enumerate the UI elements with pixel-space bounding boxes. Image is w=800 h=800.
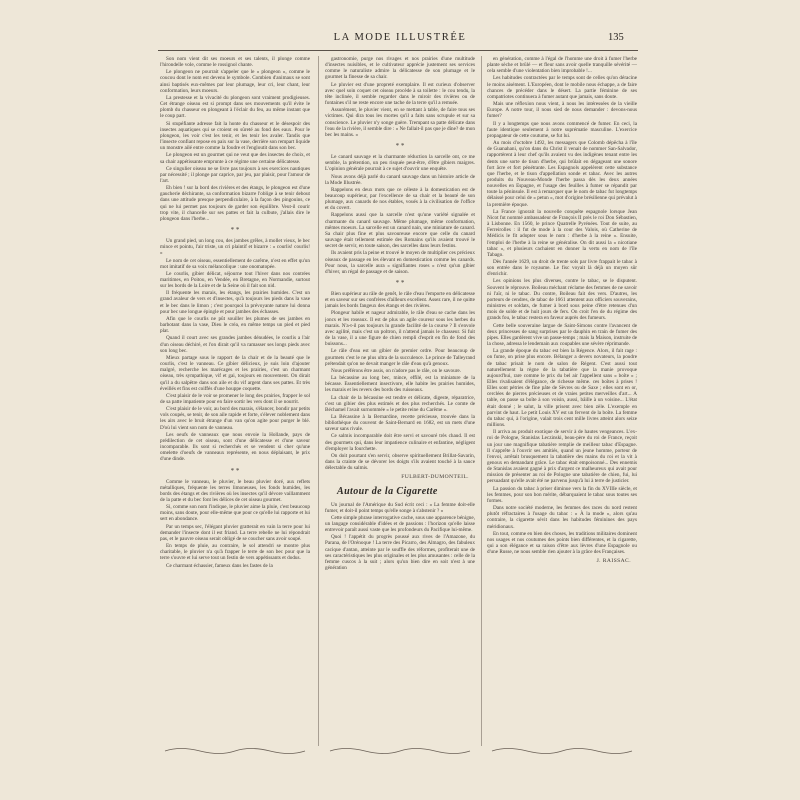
column-divider: [318, 56, 319, 746]
column-right: [487, 56, 637, 746]
section-separator: * *: [395, 279, 405, 287]
paragraph: On doit pourtant s'en servir, observe spirituellement Brillat-Savarin, dans la crainte de se dévorer les doigts s'ils avaient touché à la sauce délectable du salmis.: [325, 452, 475, 472]
paragraph: La chair de la bécassine est tendre et délicate, digeste, réparatrice, c'est un gibier des plus estimés et des plus recherchés. Le comte de Béchamel l'avait surnommée « le petite reine du Carême ».: [325, 394, 475, 413]
page-header: [0, 32, 800, 46]
paragraph: Le plongeon ne pourrait s'appeler que le « plongeon », comme le coucou dont le nom est devenu le symbole. Combien d'animaux se sont ainsi baptisés eux-mêmes par leur plumage, leur cri, leur chant, leur conformation, leurs moeurs.: [160, 69, 310, 94]
paragraph: Au mois d'octobre 1492, les messagers que Colomb dépêcha à l'île de Guanahani, qu'on dans du Christ il venait de nommer San-Salvador, rapportèrent à leur chef qu'ils avaient vu des indigènes tenant entre les dents une sorte de tison d'herbe, qui brûlait en dégageant une sonore fort âcre et fort pénétrante. Les Espagnols appelèrent cette substance que l'herbe, et le tison d'appellation sonde et tabac. Avec les autres produits du Nouveau-Monde l'herbe passa dès les deux années nouvelles en Espagne, et l'usage des feuilles à fumer se répandit par toute la péninsule. Il est à remarquer que le nom de tabac fut longtemps délaissé pour celui de « petun », mot d'origine brésilienne qui prévalut à la première époque.: [487, 140, 637, 208]
paragraph: La passion du tabac à priser diminue vers la fin du XVIIIe siècle, et les femmes, pour son bon mérite, débarquaient le tabac sous toutes ses formes.: [487, 485, 637, 504]
paragraph: En tout, comme en bien des choses, les traditions militaires dominent nos usages et nos coutumes des points bien différentes, et la cigarette, qui a son élégance et sa raison d'être aux lèvres d'une Espagnole ou d'une Russe, ne nous semble rien ajouter à la grâce des Françaises.: [487, 530, 637, 556]
header-rule: [158, 50, 638, 51]
paragraph: Les oeufs de vanneaux que nous envoie la Hollande, pays de prédilection de cet oiseau, sont d'une délicatesse et d'une saveur incomparable. Ils sont si recherchés et se vendent si cher qu'une omelette d'oeufs de vanneaux représente, en nous déplaisant, le prix d'une dinde.: [160, 431, 310, 463]
paragraph: Quoi ! l'appétit du progrès poussé aux rives de l'Amazone, du Parana, de l'Orénoque ! La terre des Picarro, des Almagro, des fabuleux cacique d'antan, atteinte par le souffle des réformes, profiterait une de ses caractéristiques les plus originales et les plus amusantes : celle de la femme cuscos à la suit ; alors qu'un bien dire en soit n'est à une génération: [325, 534, 475, 572]
paragraph: Rappelons en deux mots que ce céleste à la domestication est de beaucoup supérieur, par l'excellence de sa chair et la beauté de son plumage, aux canards de nos étables, voués à la civilisation de l'office et du covert.: [325, 186, 475, 212]
paragraph: Ce salmis incomparable doit être servi et savouré très chaud. Il est des gourmets qui, dans leur impatience culinaire et enfantine, négligent d'employer la fourchette.: [325, 433, 475, 452]
tailpiece-ornament: [487, 746, 637, 756]
paragraph: Il y a longtemps que nous avons commencé de fumer. En ceci, la faute identique seulement à notre suprématie masculine. L'exercice propagateur de cette coutume, se fut lui.: [487, 120, 637, 139]
page-number: 135: [608, 32, 624, 43]
paragraph: La prestesse et la vivacité du plongeon sont vraiment prodigieuses. Cet étrange oiseau est si prompt dans ses mouvements qu'il évite le plomb du chasseur en plongeant à l'éclair du feu, au même instant que le coup part.: [160, 94, 310, 120]
tailpiece-ornament: [160, 746, 310, 756]
paragraph: Dès l'année 1629, un droit de trente sols par livre frappait le tabac à son entrée dans le royaume. Le fisc voyait là déjà un moyen sûr d'enrichir.: [487, 259, 637, 278]
paragraph: C'est plaisir de le voir se promener le long des prairies, frapper le sol de sa patte impatiente pour en faire sortir les vers dont il se nourrit.: [160, 392, 310, 405]
paragraph: Rappelons aussi que la sarcelle n'est qu'une variété signalée et charmante du canard sauvage. Même plumage, même conformation, mêmes moeurs. La sarcelle est un canard nain, une miniature de canard. Sa chair plus fine et plus savoureuse encore que celle du canard sauvage était tellement estimée des Romains qu'ils avaient trouvé le secret de servir, en toute saison, des sarcelles dans leurs festins.: [325, 212, 475, 250]
column-left: [160, 56, 310, 746]
paragraph: Les opinions les plus diverses, contre le tabac, se le disputent. Souvent le réprouve. Boileau méchant réclame des femmes de ne savoir ni l'aïr, ni le tabac. Du contre, Boileau fait des vers. D'autres, les porteurs de cendres, de tabac de 1661 attentent aux officiers souverains, ministres et soldats, de fumer à bord sous peine d'être retenues d'un mois de solde et de huit jours de fers. On croit l'en de du régime des grands fou, le tabac restera en faveur auprès des fumeurs.: [487, 278, 637, 322]
paragraph: Nous préférons être assis, on n'adore pas le râle, on le savoure.: [331, 367, 462, 374]
paragraph: Les habitudes contractées par le temps sont de celles qu'on déracine le moins aisément. L'Européen, dont le mobile nous échappe, a de faire chances de précéder dans le désert. La partie féminine de ses compatriotes continuera à fumer autant que jamais, sans doute.: [487, 75, 637, 100]
paragraph: Par un temps sec, l'élégant pluvier gratterait en vain la terre pour lui demander l'insecte dont il est friand. La terre rebelle ne lui répondrait pas, et le pauvre oiseau serait obligé de se coucher sans avoir soupé.: [160, 523, 310, 542]
paragraph: Bien supérieur au râle de genêt, le râle d'eau l'emporte en délicatesse et en saveur sur ses confrères d'ailleurs excellent. Assez rare, il ne quitte jamais les bords fangeux des étangs et des rivières.: [325, 291, 475, 310]
paragraph: Assurément, le pluvier vient, en se mettant à table, de faire tous ses victimes. Qui dira tous les mortes qu'il a faits sans scrupule et sur sa conscience. Le pluvier n'y songe guère. Trempant sa patte délicate dans l'eau de la rivière, il semble dire : « Ne fallait-il pas que je dîne? de mon bec les mains. »: [325, 107, 475, 138]
section-separator: * *: [230, 226, 240, 235]
paragraph: La grande époque du tabac est bien la Régence. Alors, il fait rage : on fume, on prise plus encore. Bélanger a devers novateurs, la poudre de tabac prisait le nom de salon de Régent. C'est aussi tout naturellement la règne de la tabatière que la manie provoque aujourd'hui, rare comme le prix du bel air l'appellent sans « boîte » ; Elles rivalisaient d'élégance, de richesse même. ces boîtes à prises ! Elles sont pétries de fine pâte de Sèvres ou de Saxe ; elles sont en or, cerclées de pierres précieuses et de vraies petites merveilles d'art... A table, on passe sa boîte à son voisin, aussi, bâille à un voisine... L'état était donné ; le salut, la ville prisent avec bien zèle. L'exemple en parvint de haut. Le petit Louis XV est un fervent de la boîte. La femme du tabac qui, à l'origine, valait trois cent mille livres atteint alors seize millions.: [487, 348, 637, 429]
paragraph: gastronomie, purge nos rivages et nos prairies d'une multitude d'insectes nuisibles, et le cultivateur apprécie justement ses services comme le naturaliste admire la délicatesse de son plumage et le gourmet la finesse de sa chair.: [325, 56, 475, 81]
paragraph: Ce charmant échassier, fameux dans les fastes de la: [166, 562, 273, 569]
author-signature: FULBERT-DUMONTEIL.: [401, 474, 469, 481]
paragraph: La France ignorait la nouvelle conquête espagnole lorsque Jean Nicot fut nommé ambassadeur de François II près le roi Don Sébastien, à Lisbonne. En 1560, le prince Quatrelle Pyrénées. Tout de suite, au Ferreirolles : il fut de mode à la cour des Valois, où Catherine de Médicis le fit adopter sous le nom : d'herbe à la reine ». Ensuite, l'emploi de l'herbe à la reine se généralise. On dit aussi la « nicotiane tabac », et plusieurs cachaient en donner la vertu en nom de l'île Tabago.: [487, 208, 637, 258]
column-divider: [481, 56, 482, 746]
section-separator: * *: [230, 466, 240, 475]
paragraph: Mieux partage sous le rapport de la chair et de la beauté que le courlis, c'est le vanneau. Ce gibier délicieux, je suis loin d'ajouter malgré, recherche les marécages et les prairies, c'est un charmant oiseau, très sympathique, vif et gai, toujours en mouvement. On dirait qu'il a du salpêtre dans son aile et du vif argent dans ses pattes. Et très éveillés et fins est coiffés d'une houppe coquette.: [160, 354, 310, 392]
paragraph: C'est plaisir de le voir, au bord des marais, s'élancer, bondir par petits vols coupés, se tenir, de son aile rapide et forte, s'élever noblement dans les airs avec le bruit étrange d'un van qu'on agite pour purger le blé. D'où lui vient son nom de vanneau.: [160, 406, 310, 431]
paragraph: Plongeur habile et nageur admirable, le râle d'eau se cache dans les joncs et les roseaux. Il est de plus un agile coureur sous les herbes du marais. N'a-t-il pas toujours lu grande facilité de la course ? Il s'envole avec agilité, mais c'est un poltron, il n'attend jamais le chasseur. Si fuit de la vase, il a une figure de chien rempli d'esprit en fin de fond des buissons...: [325, 310, 475, 348]
paragraph: Afin que le courlis ne pût souiller les plumes de ses jambes en barbotant dans la vase, Dieu le créa, en même temps un pied et pied plat.: [160, 315, 310, 335]
author-signature: J. RAISSAC.: [596, 558, 631, 565]
paragraph: Cette belle souveraine largue de Saint-Simons contre l'avancent de deux princesses de sang surprises par le dauphin en train de fumer des pipes. Elles gardèrent vive un passe-temps ; mais la Maison, instruite de la chose, adressa le lendemain aux coupables une sévère réprimande.: [487, 322, 637, 348]
tailpiece-ornament: [325, 746, 475, 756]
paragraph: Dans notre société moderne, les femmes des races du nord restent plutôt réfractaires à l'usage du tabac : « À la mode », alors qu'au contraire, la cigarette sévit dans les habitudes féminines des pays méridionaux.: [487, 505, 637, 530]
paragraph: Le canard sauvage et la charmante réduction la sarcelle ont, ce me semble, la prétention, un peu risquée peut-être, d'être gibiers maigres. L'opinion générale pourrait à ce sujet d'ouvrir une enquête.: [325, 154, 475, 173]
paragraph: Si, comme son nom l'indique, le pluvier aime la pluie, c'est beaucoup moins, sans doute, pour elle-même que pour ce qu'elle lui rapporte et lui sert en abondance.: [160, 504, 310, 523]
paragraph: en génération, comme à l'égal de l'homme une droit à fumer l'herbe plante sèche et brûlé — et fleur sans avoir quelle tranquille sévérité — cela semble d'une violentation bien improbable !...: [487, 56, 637, 75]
paragraph: La bécassine au long bec, mince, effilé, est la miniature de la bécasse. Essentiellement insectivore, elle habite les prairies humides, les marais et les revers des bords des ruisseaux.: [325, 375, 475, 394]
paragraph: En temps de pluie, au contraire, le sol attendri se montre plus charitable, le pluvier n'a qu'à frapper le terre de son bec pour que la terre s'ouvre et lui serve tout un festin de vers appétissants et dodus.: [160, 543, 310, 562]
paragraph: Cette simple phrase interrogative cache, sous une apparence bénigne, un langage considérable d'idées et de passions : l'horizon qu'elle laisse entrevoir paraît aussi vaste que les profondeurs du Pacifique lui-même.: [325, 514, 475, 534]
paragraph: Quand il court avec ses grandes jambes dénudées, le courlis a l'air d'un oiseau déchiré, et l'on dirait qu'il va ramasser ses longs pieds avec son long bec.: [160, 335, 310, 354]
paragraph: Un journal de l'Amérique du Sud écrit ceci : « La femme doit-elle fumer, et doit-il point temps qu'elle songe à s'abstenir ? »: [325, 501, 475, 514]
paragraph: Ce singulier oiseau ne se livre pas toujours à ses exercices nautiques par nécessité ; il plonge par caprice, par jeu, par plaisir, pour l'amour de l'art.: [160, 165, 310, 184]
paragraph: Comme le vanneau, le pluvier, le beau pluvier doré, aux reflets métalliques, fréquente les terres limoneuses, les fonds humides, les bords des étangs et des rivières où les insectes qu'il dévore vaillamment de la patte et du bec font les délices de cet oiseau gourmet.: [160, 478, 310, 503]
paragraph: Eh bien ! sur la bord des rivières et des étangs, le plongeon est d'une gaucherie déchirante, sa conformation bizarre l'oblige à se tenir debout dans une attitude presque perpendiculaire, à la façon des pingouins, ce qui ne lui permet pas toujours de garder son équilibre. Veut-il courir trop vite, il chancelle sur ses pattes et fait la culbute, j'allais dire le plongeon dans l'herbe...: [160, 185, 310, 222]
paragraph: Il fréquente les marais, les étangs, les prairies humides. C'est un grand avaleur de vers et d'insectes, qu'à toujours les pieds dans la vase et le bec dans le limon ; c'est pourquoi la prévoyante nature lui donna pour bec une longue épingle et pour jambes des échasses.: [160, 290, 310, 315]
paragraph: Le courlis, gibier délicat, séjourne tout l'hiver dans nos contrées maritimes, en Poitou, en Vendée, en Bretagne, en Normandie, surtout sur les bords de la Loire et de la Seine où il fait son nid.: [160, 270, 310, 290]
paragraph: Le nom de cet oiseau, essentiellement de carême, n'est en effet qu'un mot imitatif de sa voix mélancolique : une onomatopée.: [160, 257, 310, 270]
paragraph: Le pluvier est d'une propreté exemplaire. Il est curieux d'observer avec quel soin coquet cet oiseau procède à sa toilette : le cou tendu, la tête inclinée, il semble regarder dans le miroir des rivières ou de fontaines s'il ne reste encore une tache de la terre qu'il a remuée.: [325, 81, 475, 107]
paragraph: Il arriva au produit exotique de servir à de hautes vengeances. L'ex-roi de Pologne, Stanislas Leczinski, beau-père du roi de France, reçoit un jour une magnifique tabatière remplie de meilleur tabac d'Espagne. Il s'apprête à l'ouvrir ses amitiés, quand un jeune homme, porteur de l'envoi, arrêtait brusquement la tabatière des mains du roi et la vit à genoux en demandant grâce. Le tabac était empoisonné... Des ennemis de Stanislas avaient gagné à prix d'argent ce malheureux qui avait pour mission de présenter au roi de Pologne une tabatière de chien, fui, lui persuadant qu'elle avait été ne parvenu jusqu'à lui à terre de justicier.: [487, 429, 637, 485]
paragraph: Mais une réflexion nous vient, à nous les intéressées de la vieille Europe. A notre tour, il nous sied de nous demander : devons-nous fumer?: [487, 101, 637, 120]
paragraph: La Bécassine à la Bernardine, recette précieuse, trouvée dans la bibliothèque du couvent de Saint-Bernard en 1682, est un mets d'une saveur sans rivale.: [325, 413, 475, 433]
paragraph: Son nom vient dit ses moeurs et ses talents, il plonge comme l'hirondelle vole, comme le rossignol chante.: [160, 56, 310, 69]
paragraph: Le plongeon est un gourmet qui ne veut que des insectes de choix, et sa chair appétissante emprunte à ce régime une certaine délicatesse.: [160, 152, 310, 165]
column-middle: [325, 56, 475, 746]
article-title: Autour de la Cigarette: [337, 485, 438, 497]
paragraph: Si stupéfiante adresse fait la honte du chasseur et le désespoir des insectes aquatiques qui se croient en sûreté au fond des eaux. Pour le plongeon, les voir c'est les tenir, et les tenir les avaler. Tandis que l'insecte confiant repose en paix sur la vase, derrière son rempart liquide un monstre ailé entre comme la foudre et l'engloutit dans son bec.: [160, 120, 310, 152]
paragraph: Nous avons déjà parlé du canard sauvage dans un histoire article de la Mode Illustrée.: [325, 173, 475, 186]
paragraph: Un grand pied, un long cou, des jambes grêles, à mollet vieux, le bec mince et pointu, l'air triste, un cri plaintif et bizarre : « courlis! courlis! »: [160, 238, 310, 257]
section-separator: * *: [395, 142, 405, 151]
running-title: LA MODE ILLUSTRÉE: [333, 32, 467, 43]
paragraph: Ils avaient pris la peine et trouvé le moyen de multiplier ces précieux oiseaux de passage en les élevant en domestication comme les canards. Pour nous, la sarcelle aura « signifiantes roses » n'est qu'un gibier d'hiver, un régal de passage et de saison.: [325, 250, 475, 275]
paragraph: Le râle d'eau est un gibier de premier ordre. Pour beaucoup de gourmets c'est le ne plus ultra de la succulence. Le prince de Talleyrand prétendait qu'on ne devait manger le râle d'eau qu'à genoux.: [325, 348, 475, 367]
